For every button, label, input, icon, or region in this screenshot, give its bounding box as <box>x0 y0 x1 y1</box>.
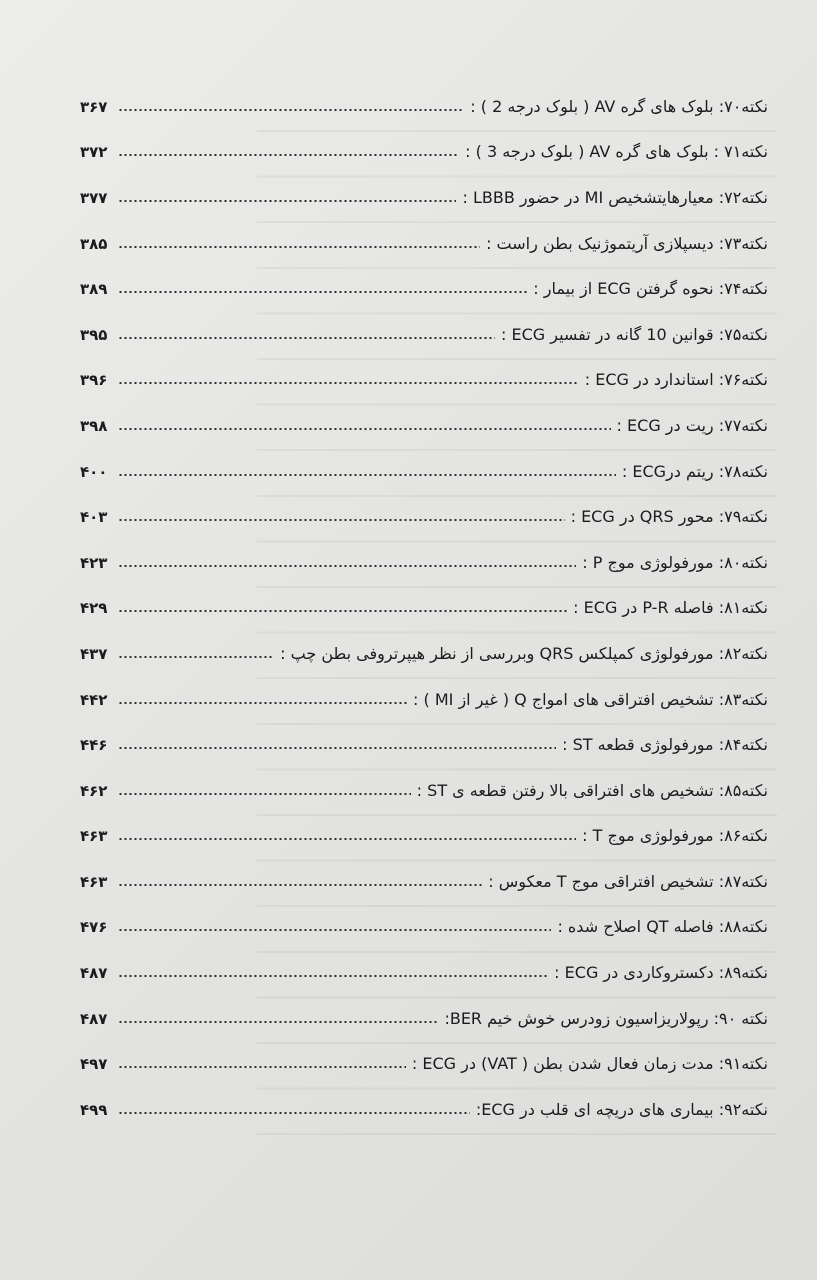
dot-leader <box>118 656 274 658</box>
toc-entry-page-number: ۳۶۷ <box>80 97 108 116</box>
toc-entry <box>80 950 768 996</box>
toc-entry-page-number: ۴۶۳ <box>80 827 108 846</box>
toc-entry-title: نکته۷۷: ریت در ECG : <box>616 415 768 435</box>
toc-entry <box>80 403 768 449</box>
toc-entry-page-number: ۴۴۲ <box>80 690 108 709</box>
toc-entry-page-number: ۴۲۳ <box>80 553 108 572</box>
toc-entry <box>80 768 768 814</box>
toc-entry-title: نکته۷۹: محور QRS در ECG : <box>570 507 768 527</box>
dot-leader <box>118 929 551 931</box>
dot-leader <box>118 246 480 248</box>
dot-leader <box>118 109 464 111</box>
dot-leader <box>118 1021 438 1023</box>
toc-entry-title: نکته۷۶: استاندارد در ECG : <box>584 370 768 390</box>
dot-leader <box>118 610 567 612</box>
toc-entry-title: نکته۸۵: تشخیص های افتراقی بالا رفتن قطعه ی ST : <box>416 780 768 800</box>
toc-entry <box>80 814 768 860</box>
toc-entry-page-number: ۴۰۰ <box>80 462 108 481</box>
toc-entry-page-number: ۳۸۹ <box>80 280 108 299</box>
dot-leader <box>118 975 548 977</box>
dot-leader <box>118 793 411 795</box>
toc-entry-page-number: ۴۶۲ <box>80 781 108 800</box>
dot-leader <box>118 702 407 704</box>
toc-entry-title: نکته۹۱: مدت زمان فعال شدن بطن ( VAT) در ECG : <box>411 1054 768 1074</box>
toc-entry <box>80 722 768 768</box>
dot-leader <box>118 382 579 384</box>
toc-entry-page-number: ۳۹۵ <box>80 325 108 344</box>
toc-entry <box>80 130 768 176</box>
toc-entry <box>80 449 768 495</box>
dot-leader <box>118 565 576 567</box>
toc-entry-title: نکته۸۲: مورفولوژی کمپلکس QRS وبررسی از نظر هیپرتروفی بطن چپ : <box>280 643 768 663</box>
dot-leader <box>118 747 556 749</box>
toc-entry <box>80 859 768 905</box>
dot-leader <box>118 428 611 430</box>
toc-entry-page-number: ۴۶۳ <box>80 872 108 891</box>
toc-entry-page-number: ۴۹۷ <box>80 1055 108 1074</box>
toc-entry-page-number: ۳۸۵ <box>80 234 108 253</box>
toc-entry-page-number: ۴۸۷ <box>80 1009 108 1028</box>
toc-entry-title: نکته۸۴: مورفولوژی قطعه ST : <box>562 735 768 755</box>
toc-entry-title: نکته ۹۰: رپولاریزاسیون زودرس خوش خیم BER: <box>444 1008 768 1028</box>
toc-entry-page-number: ۴۴۶ <box>80 736 108 755</box>
toc-entry-page-number: ۳۹۶ <box>80 371 108 390</box>
dot-leader <box>118 1066 406 1068</box>
toc-entry <box>80 677 768 723</box>
dot-leader <box>118 1112 470 1114</box>
dot-leader <box>118 474 616 476</box>
toc-entry <box>80 312 768 358</box>
toc-entry-page-number: ۴۷۶ <box>80 918 108 937</box>
toc-entry-title: نکته۷۲: معیارهایتشخیص MI در حضور LBBB : <box>462 187 768 207</box>
table-of-contents <box>80 84 768 1133</box>
toc-entry-title: نکته۸۸: فاصله QT اصلاح شده : <box>557 917 768 937</box>
toc-entry-title: نکته۷۸: ریتم درECG : <box>621 461 768 481</box>
toc-entry-title: نکته۸۰: مورفولوژی موج P : <box>582 552 768 572</box>
toc-entry-title: نکته۸۳: تشخیص افتراقی های امواج Q ( غیر از MI ) : <box>413 689 768 709</box>
dot-leader <box>118 291 527 293</box>
toc-entry <box>80 586 768 632</box>
toc-entry <box>80 1041 768 1087</box>
toc-entry <box>80 266 768 312</box>
toc-entry-title: نکته۷۱ : بلوک های گره AV ( بلوک درجه 3 ) : <box>465 142 768 162</box>
toc-entry-title: نکته۸۷: تشخیص افتراقی موج T معکوس : <box>488 871 768 891</box>
toc-entry-title: نکته۷۰: بلوک های گره AV ( بلوک درجه 2 ) : <box>470 96 768 116</box>
toc-entry-title: نکته۸۱: فاصله P-R در ECG : <box>573 598 768 618</box>
toc-entry-title: نکته۷۵: قوانین 10 گانه در تفسیر ECG : <box>500 324 768 344</box>
toc-entry-title: نکته۸۹: دکستروکاردی در ECG : <box>554 963 768 983</box>
dot-leader <box>118 884 482 886</box>
dot-leader <box>118 519 565 521</box>
toc-entry <box>80 84 768 130</box>
toc-entry-page-number: ۴۸۷ <box>80 964 108 983</box>
dot-leader <box>118 154 459 156</box>
dot-leader <box>118 838 576 840</box>
toc-entry-page-number: ۴۲۹ <box>80 599 108 618</box>
toc-entry-page-number: ۳۹۸ <box>80 416 108 435</box>
toc-entry-page-number: ۴۹۹ <box>80 1100 108 1119</box>
toc-entry <box>80 996 768 1042</box>
toc-entry-page-number: ۳۷۲ <box>80 143 108 162</box>
toc-entry <box>80 540 768 586</box>
toc-entry-page-number: ۴۰۳ <box>80 508 108 527</box>
toc-entry-title: نکته۷۳: دیسپلازی آریتموژنیک بطن راست : <box>486 233 768 253</box>
toc-entry <box>80 631 768 677</box>
dot-leader <box>118 200 456 202</box>
toc-entry-title: نکته۷۴: نحوه گرفتن ECG از بیمار : <box>533 279 768 299</box>
toc-entry-title: نکته۹۲: بیماری های دریچه ای قلب در ECG: <box>475 1099 768 1119</box>
toc-entry <box>80 905 768 951</box>
toc-entry <box>80 358 768 404</box>
toc-entry <box>80 221 768 267</box>
toc-entry-title: نکته۸۶: مورفولوژی موج T : <box>582 826 768 846</box>
toc-entry <box>80 175 768 221</box>
toc-entry <box>80 1087 768 1133</box>
toc-entry <box>80 494 768 540</box>
toc-entry-page-number: ۴۳۷ <box>80 644 108 663</box>
dot-leader <box>118 337 495 339</box>
toc-entry-page-number: ۳۷۷ <box>80 188 108 207</box>
